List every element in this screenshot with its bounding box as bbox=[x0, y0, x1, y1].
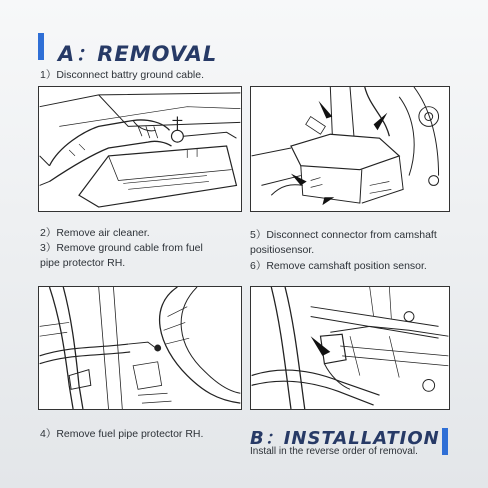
step-4-text: 4）Remove fuel pipe protector RH. bbox=[40, 428, 204, 440]
step-2-text: 2）Remove air cleaner. bbox=[40, 227, 150, 239]
step-5-text-line2: positiosensor. bbox=[250, 244, 315, 256]
step-3-text-line1: 3）Remove ground cable from fuel bbox=[40, 242, 203, 254]
illustration-camshaft-sensor-bottom bbox=[250, 286, 450, 410]
removal-accent-bar bbox=[38, 33, 44, 60]
installation-accent-bar bbox=[442, 428, 448, 455]
illustration-camshaft-sensor-top bbox=[250, 86, 450, 212]
removal-heading: A：REMOVAL bbox=[58, 42, 218, 66]
installation-instruction: Install in the reverse order of removal. bbox=[250, 446, 418, 457]
illustration-fuel-pipe-protector bbox=[38, 286, 242, 410]
step-5-text-line1: 5）Disconnect connector from camshaft bbox=[250, 229, 437, 241]
illustration-battery-ground-cable bbox=[38, 86, 242, 212]
step-3-text-line2: pipe protector RH. bbox=[40, 257, 126, 269]
step-1-text: 1）Disconnect battry ground cable. bbox=[40, 69, 205, 81]
step-6-text: 6）Remove camshaft position sensor. bbox=[250, 260, 427, 272]
installation-heading: B：INSTALLATION bbox=[250, 428, 440, 449]
